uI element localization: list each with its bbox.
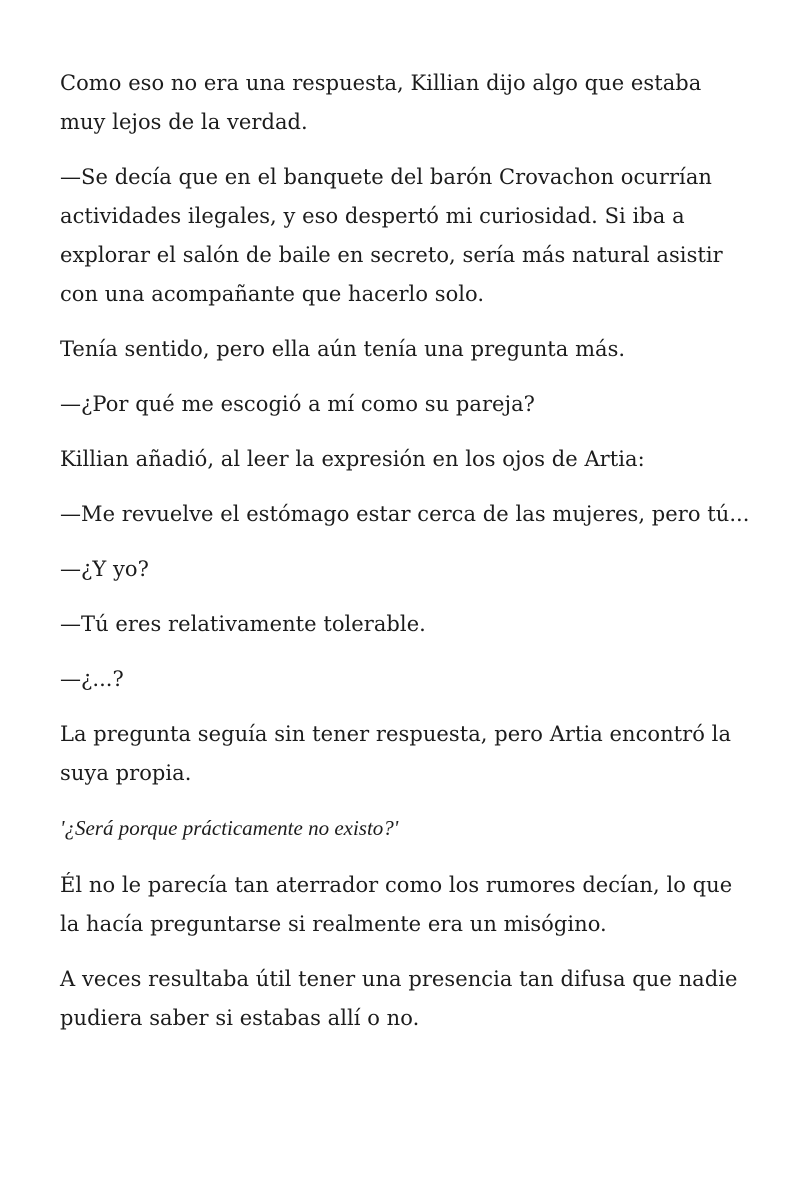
paragraph-3: Tenía sentido, pero ella aún tenía una pregunta más. — [60, 337, 626, 361]
paragraph-7: —¿Y yo? — [60, 557, 149, 581]
paragraph-9: —¿...? — [60, 667, 124, 691]
paragraph-10: La pregunta seguía sin tener respuesta, pero Artia encontró la suya propia. — [60, 722, 732, 785]
paragraph-2: —Se decía que en el banquete del barón Crovachon ocurrían actividades ilegales, y eso despertó mi curiosidad. Si iba a explorar el salón de baile en secreto, sería más natural asistir con una acompañante que hacerlo solo. — [60, 165, 723, 306]
paragraph-8: —Tú eres relativamente tolerable. — [60, 612, 426, 636]
paragraph-4: —¿Por qué me escogió a mí como su pareja? — [60, 392, 535, 416]
paragraph-6: —Me revuelve el estómago estar cerca de las mujeres, pero tú... — [60, 502, 750, 526]
paragraph-13: A veces resultaba útil tener una presencia tan difusa que nadie pudiera saber si estabas allí o no. — [60, 967, 738, 1030]
inner-thought: '¿Será porque prácticamente no existo?' — [60, 816, 399, 840]
paragraph-5: Killian añadió, al leer la expresión en los ojos de Artia: — [60, 447, 645, 471]
paragraph-12: Él no le parecía tan aterrador como los rumores decían, lo que la hacía preguntarse si realmente era un misógino. — [60, 873, 733, 936]
paragraph-1: Como eso no era una respuesta, Killian dijo algo que estaba muy lejos de la verdad. — [60, 71, 702, 134]
